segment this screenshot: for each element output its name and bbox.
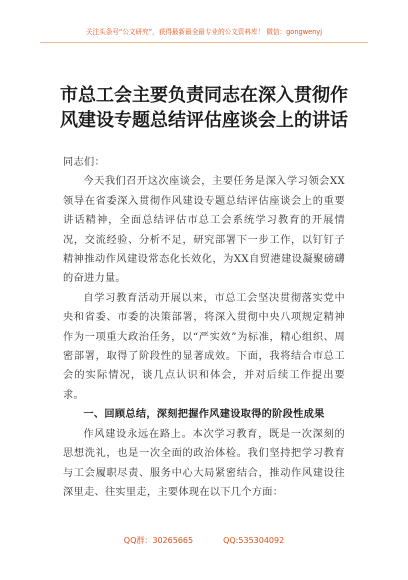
document-title <box>30 83 378 133</box>
footer-qq-number: QQ:535304092 <box>223 536 285 545</box>
section-heading: 一、回顾总结，深刻把握作风建设取得的阶段性成果 <box>83 409 325 421</box>
header-divider <box>40 42 368 43</box>
section-paragraph: 作风建设永远在路上。本次学习教育，既是一次深刻的思想洗礼，也是一次全面的政治体检。我们坚持把学习教育与工会履职尽责、服务中心大局紧密结合，推动作风建设往深里走、往实里走，主要体现在以下几个方面： <box>63 428 345 498</box>
body-paragraph-2: 自学习教育活动开展以来，市总工会坚决贯彻落实党中央和省委、市委的决策部署，将深入贯彻中央八项规定精神作为一项重大政治任务，以“严实效”为标准，精心组织、周密部署，取得了阶段性的显著成效。下面，我将结合市总工会的实际情况，谈几点认识和体会，并对后续工作提出要求。 <box>63 292 345 401</box>
header-banner: 关注头条号“公文研究”，获得最新最全最专业的公文资料库！ 微信：gongwenyj <box>85 28 323 36</box>
body-paragraph-1: 今天我们召开这次座谈会，主要任务是深入学习领会XX领导在省委深入贯彻作风建设专题总结评估座谈会上的重要讲话精神，全面总结评估市总工会系统学习教育的开展情况，交流经验、分析不足，研究部署下一步工作，以钉钉子精神推动作风建设常态化长效化，为XX自贸港建设凝聚磅礴的奋进力量。 <box>63 176 345 285</box>
title-line-2: 风建设专题总结评估座谈会上的讲话 <box>60 110 348 131</box>
document-body <box>63 153 345 502</box>
footer-qq-group: QQ群：30265665 <box>123 536 194 545</box>
title-line-1: 市总工会主要负责同志在深入贯彻作 <box>60 85 348 106</box>
salutation: 同志们： <box>63 157 105 168</box>
footer-contact <box>0 535 408 546</box>
